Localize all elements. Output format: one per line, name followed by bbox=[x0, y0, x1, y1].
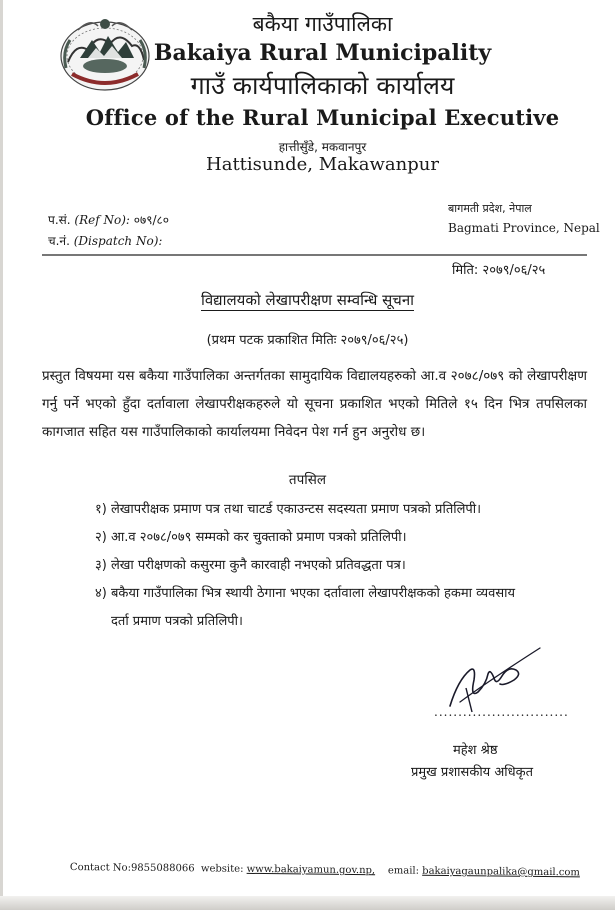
ref-label-english: (Ref No): bbox=[74, 213, 130, 227]
office-name-nepali: गाउँ कार्यपालिकाको कार्यालय bbox=[190, 71, 455, 100]
notice-title-text: विद्यालयको लेखापरीक्षण सम्वन्धि सूचना bbox=[200, 291, 415, 309]
footer-contact bbox=[70, 862, 580, 878]
signature-line: ............................ bbox=[434, 705, 569, 719]
location-english: Hattisunde, Makawanpur bbox=[206, 154, 439, 175]
website-link[interactable]: www.bakaiyamun.gov.np, bbox=[246, 863, 376, 877]
page-bottom-edge bbox=[0, 896, 615, 910]
list-item: २) आ.व २०७८/०७९ सम्मको कर चुक्ताको प्रमाण पत्रको प्रतिलिपी। bbox=[95, 530, 407, 545]
office-name-english: Office of the Rural Municipal Executive bbox=[85, 105, 560, 130]
page-edge bbox=[0, 0, 3, 910]
reference-number bbox=[48, 211, 169, 228]
notice-date: मिति: २०७९/०६/२५ bbox=[452, 263, 546, 278]
notice-title bbox=[0, 290, 615, 310]
list-item: ३) लेखा परीक्षणको कसुरमा कुनै कारवाही नभएको प्रतिवद्धता पत्र। bbox=[95, 558, 406, 573]
tapasil-heading: तपसिल bbox=[288, 472, 327, 488]
ref-value: ०७९/८० bbox=[133, 213, 169, 227]
location-nepali: हात्तीसुँडे, मकवानपुर bbox=[278, 140, 367, 154]
municipality-name-english: Bakaiya Rural Municipality bbox=[153, 40, 492, 66]
notice-subtitle: (प्रथम पटक प्रकाशित मितिः २०७९/०६/२५) bbox=[206, 333, 409, 348]
province-english: Bagmati Province, Nepal bbox=[448, 221, 600, 235]
requirement-list bbox=[95, 496, 585, 636]
dispatch-label-nepali: च.नं. bbox=[48, 234, 70, 248]
ref-label-nepali: प.सं. bbox=[48, 213, 71, 227]
signer-name: महेश श्रेष्ठ bbox=[453, 743, 498, 758]
province-nepali: बागमती प्रदेश, नेपाल bbox=[448, 202, 532, 215]
email-label: email: bbox=[387, 865, 420, 877]
list-item-continuation: दर्ता प्रमाण पत्रको प्रतिलिपी। bbox=[111, 614, 243, 629]
header-divider bbox=[42, 254, 587, 256]
dispatch-label-english: (Dispatch No): bbox=[73, 234, 163, 248]
list-item: १) लेखापरीक्षक प्रमाण पत्र तथा चाटर्ड एकाउन्टस सदस्यता प्रमाण पत्रको प्रतिलिपी। bbox=[95, 502, 482, 517]
email-link[interactable]: bakaiyagaunpalika@gmail.com bbox=[422, 865, 580, 879]
contact-number: Contact No:9855088066 bbox=[69, 862, 195, 875]
notice-body: प्रस्तुत विषयमा यस बकैया गाउँपालिका अन्तर्गतका सामुदायिक विद्यालयहरुको आ.व २०७८/०७९ को लेखापरीक्षण गर्नु पर्ने भएको हुँदा दर्तावाला लेखापरीक्षकहरुले यो सूचना प्रकाशित भएको मितिले १५ दिन भित्र तपसिलका कागजात सहित यस गाउँपालिकाको कार्यालयमा निवेदन पेश गर्न हुन अनुरोध छ। bbox=[42, 368, 587, 440]
website-label: website: bbox=[200, 863, 244, 875]
signer-designation: प्रमुख प्रशासकीय अधिकृत bbox=[411, 765, 534, 780]
dispatch-number bbox=[48, 232, 162, 249]
municipality-name-nepali: बकैया गाउँपालिका bbox=[252, 12, 393, 36]
list-item: ४) बकैया गाउँपालिका भित्र स्थायी ठेगाना भएका दर्तावाला लेखापरीक्षकको हकमा व्यवसाय bbox=[95, 586, 516, 601]
